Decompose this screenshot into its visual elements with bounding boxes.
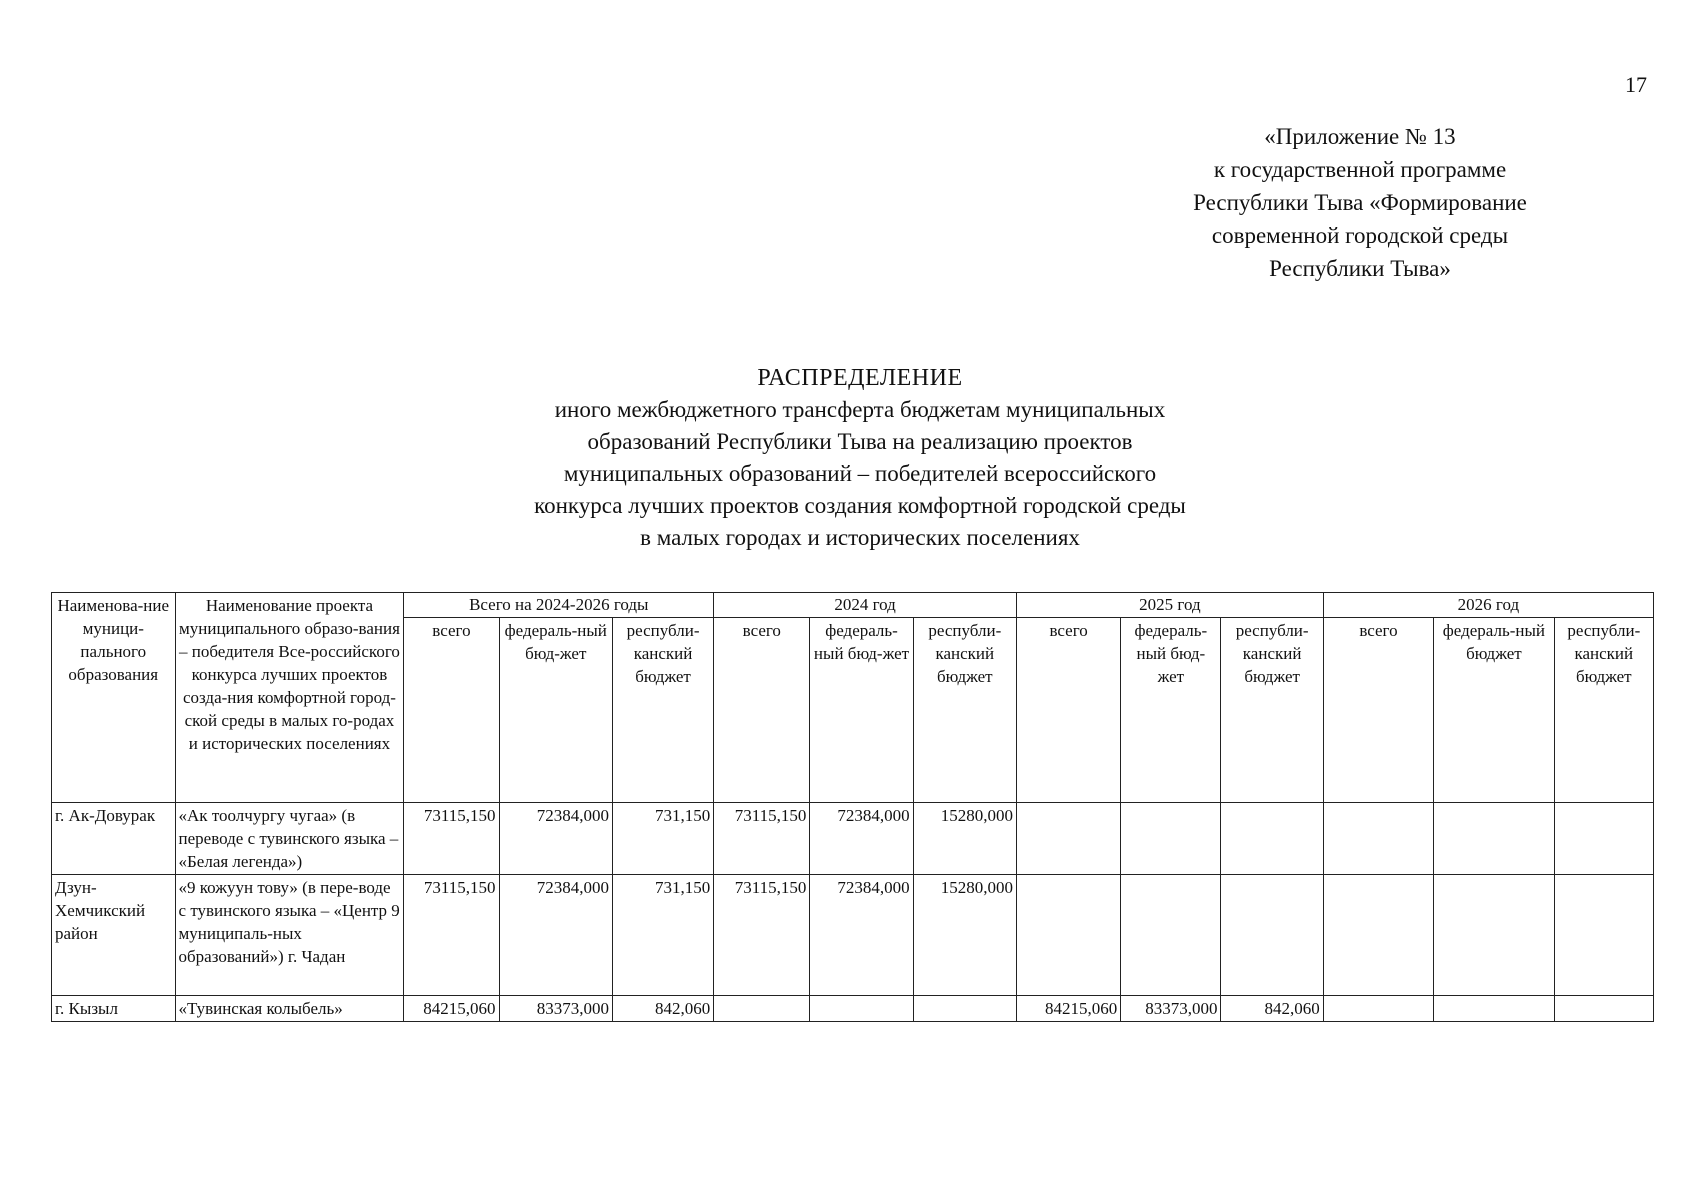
cell-total-federal: 72384,000 (499, 875, 612, 996)
header-group-2024: 2024 год (714, 593, 1017, 618)
cell-2025-republic: 842,060 (1221, 996, 1323, 1022)
cell-2024-republic: 15280,000 (913, 875, 1016, 996)
table-row (52, 996, 1654, 1022)
cell-2026-federal (1434, 803, 1554, 875)
header-2025-federal: федераль-ный бюд-жет (1121, 618, 1221, 803)
title-line: иного межбюджетного трансферта бюджетам муниципальных (554, 397, 1166, 422)
header-2024-all: всего (714, 618, 810, 803)
cell-total-all: 73115,150 (404, 875, 499, 996)
cell-2024-federal: 72384,000 (810, 875, 913, 996)
allocation-table (51, 592, 1654, 1022)
table-row (52, 875, 1654, 996)
cell-total-federal: 83373,000 (499, 996, 612, 1022)
annex-line: современной городской среды (1211, 223, 1509, 248)
header-2025-republic: республи-канский бюджет (1221, 618, 1323, 803)
cell-2026-republic (1554, 996, 1653, 1022)
cell-2025-federal: 83373,000 (1121, 996, 1221, 1022)
title-line: образований Республики Тыва на реализацию проектов (587, 429, 1133, 454)
annex-line: Республики Тыва» (1269, 256, 1451, 281)
title-line: муниципальных образований – победителей всероссийского (563, 461, 1157, 486)
cell-2024-federal (810, 996, 913, 1022)
cell-2024-all: 73115,150 (714, 803, 810, 875)
title-line: в малых городах и исторических поселениях (640, 525, 1080, 550)
cell-2025-federal (1121, 875, 1221, 996)
cell-municipality: Дзун-Хемчикский район (52, 875, 176, 996)
header-total-all: всего (404, 618, 499, 803)
cell-total-republic: 842,060 (612, 996, 713, 1022)
header-group-2025: 2025 год (1016, 593, 1323, 618)
cell-2025-federal (1121, 803, 1221, 875)
cell-2024-all: 73115,150 (714, 875, 810, 996)
cell-total-republic: 731,150 (612, 875, 713, 996)
cell-total-republic: 731,150 (612, 803, 713, 875)
header-2026-federal: федераль-ный бюджет (1434, 618, 1554, 803)
annex-line: к государственной программе (1213, 157, 1507, 182)
cell-2026-republic (1554, 875, 1653, 996)
cell-2025-all (1016, 875, 1120, 996)
header-2026-republic: республи-канский бюджет (1554, 618, 1653, 803)
cell-2024-all (714, 996, 810, 1022)
header-2025-all: всего (1016, 618, 1120, 803)
cell-2025-republic (1221, 875, 1323, 996)
cell-project: «9 кожуун тову» (в пере-воде с тувинского языка – «Центр 9 муниципаль-ных образований») г. Чадан (175, 875, 404, 996)
cell-total-all: 84215,060 (404, 996, 499, 1022)
title-line: конкурса лучших проектов создания комфортной городской среды (534, 493, 1186, 518)
cell-2026-all (1323, 875, 1433, 996)
header-group-total: Всего на 2024-2026 годы (404, 593, 714, 618)
header-total-federal: федераль-ный бюд-жет (499, 618, 612, 803)
header-municipality: Наименова-ние муници-пального образования (52, 593, 176, 803)
header-2024-federal: федераль-ный бюд-жет (810, 618, 913, 803)
cell-project: «Ак тоолчургу чугаа» (в переводе с тувинского языка – «Белая легенда») (175, 803, 404, 875)
document-title (360, 362, 1360, 554)
cell-2026-federal (1434, 875, 1554, 996)
cell-2026-all (1323, 996, 1433, 1022)
cell-2024-republic (913, 996, 1016, 1022)
header-2026-all: всего (1323, 618, 1433, 803)
annex-block (1100, 120, 1620, 285)
cell-2026-republic (1554, 803, 1653, 875)
cell-2025-all (1016, 803, 1120, 875)
header-2024-republic: республи-канский бюджет (913, 618, 1016, 803)
annex-line: Республики Тыва «Формирование (1193, 190, 1527, 215)
cell-2026-all (1323, 803, 1433, 875)
cell-municipality: г. Ак-Довурак (52, 803, 176, 875)
header-total-republic: республи-канский бюджет (612, 618, 713, 803)
cell-municipality: г. Кызыл (52, 996, 176, 1022)
table-row (52, 803, 1654, 875)
page-number: 17 (1625, 72, 1647, 97)
cell-project: «Тувинская колыбель» (175, 996, 404, 1022)
title-heading: РАСПРЕДЕЛЕНИЕ (757, 365, 963, 391)
cell-total-all: 73115,150 (404, 803, 499, 875)
header-group-2026: 2026 год (1323, 593, 1653, 618)
cell-2025-republic (1221, 803, 1323, 875)
cell-2026-federal (1434, 996, 1554, 1022)
cell-total-federal: 72384,000 (499, 803, 612, 875)
cell-2025-all: 84215,060 (1016, 996, 1120, 1022)
cell-2024-republic: 15280,000 (913, 803, 1016, 875)
header-project: Наименование проекта муниципального образо-вания – победителя Все-российского конкурса лучших проектов созда-ния комфортной город-ской среды в малых го-родах и исторических поселениях (175, 593, 404, 803)
annex-line: «Приложение № 13 (1264, 124, 1456, 149)
cell-2024-federal: 72384,000 (810, 803, 913, 875)
